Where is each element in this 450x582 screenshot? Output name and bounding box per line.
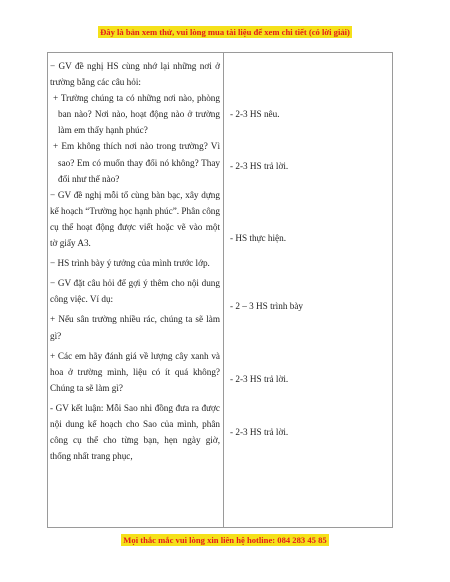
activity-paragraph: − HS trình bày ý tưởng của mình trước lớp. (50, 258, 210, 269)
hotline-text: Mọi thắc mắc vui lòng xin liên hệ hotline: 084 283 45 85 (123, 535, 327, 545)
student-response: - 2-3 HS trả lời. (230, 161, 289, 171)
activity-paragraph: + Trường chúng ta có những nơi nào, phòng ban nào? Nơi nào, hoạt động nào ở trường làm em thấy hạnh phúc? (53, 93, 220, 136)
activity-paragraph: - GV kết luận: Mỗi Sao nhi đồng đưa ra được nội dung kế hoạch cho Sao của mình, phân công cụ thể cho từng bạn, hẹn ngày giờ, thống nhất trang phục, (50, 402, 220, 462)
activity-paragraph: + Nếu sân trường nhiều rác, chúng ta sẽ làm gì? (50, 314, 220, 341)
student-response: - 2-3 HS trả lời. (230, 374, 289, 384)
student-response: - HS thực hiện. (230, 233, 287, 243)
activity-paragraph: − GV đặt câu hỏi để gợi ý thêm cho nội dung công việc. Ví dụ: (50, 278, 220, 305)
student-response: - 2-3 HS trả lời. (230, 427, 289, 437)
student-response: - 2-3 HS nêu. (230, 109, 280, 119)
lesson-table (47, 52, 393, 528)
student-response: - 2 – 3 HS trình bày (230, 301, 303, 311)
teacher-activities-cell (50, 58, 220, 464)
hotline-banner (0, 535, 450, 545)
activity-paragraph: + Em không thích nơi nào trong trường? Vì sao? Em có muốn thay đổi nó không? Thay đổi như thế nào? (53, 141, 220, 184)
column-divider (223, 53, 224, 527)
activity-paragraph: − GV đề nghị mỗi tổ cùng bàn bạc, xây dựng kế hoạch “Trường học hạnh phúc”. Phân công cụ thể hoạt động được viết hoặc vẽ vào một tờ giấy A3. (50, 189, 220, 249)
activity-paragraph: + Các em hãy đánh giá về lượng cây xanh và hoa ở trường mình, liệu có ít quá không? Chúng ta sẽ làm gì? (50, 350, 220, 393)
activity-paragraph: − GV đề nghị HS cùng nhớ lại những nơi ở trường bằng các câu hỏi: (50, 61, 220, 88)
preview-notice-text: Đây là bản xem thử, vui lòng mua tài liệu để xem chi tiết (có lời giải) (100, 27, 350, 37)
preview-notice-banner (0, 27, 450, 37)
